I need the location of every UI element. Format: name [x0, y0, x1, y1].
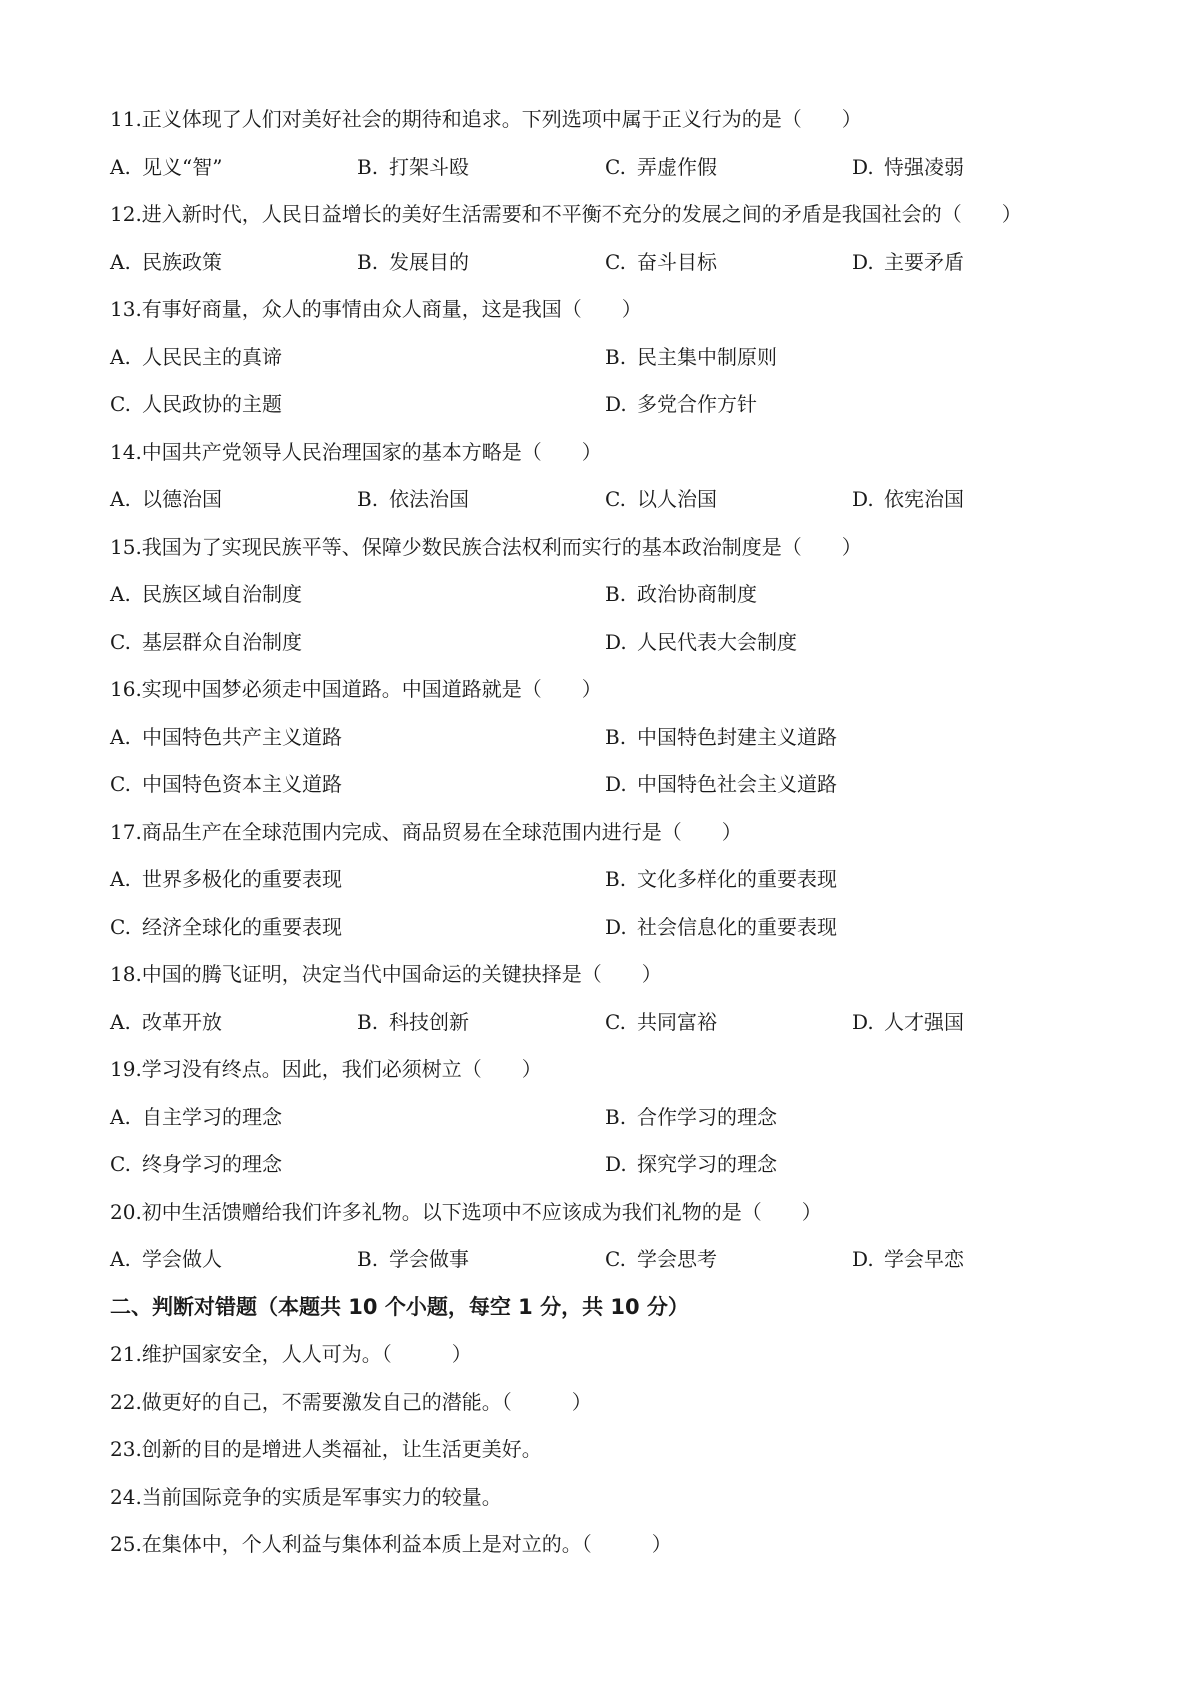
- option: [110, 381, 282, 429]
- option: [110, 1094, 282, 1142]
- options-row: [110, 571, 1110, 619]
- options-row: [110, 334, 1110, 382]
- option-text: 恃强凌弱: [884, 154, 964, 179]
- option: [605, 904, 837, 952]
- option-letter: A.: [110, 1104, 131, 1129]
- option-letter: C.: [110, 392, 131, 416]
- option-text: 基层群众自治制度: [142, 629, 302, 654]
- options-row: [110, 1094, 1110, 1142]
- option-letter: A.: [110, 724, 131, 749]
- option-text: 民族区域自治制度: [142, 582, 302, 606]
- option-letter: D.: [852, 249, 874, 274]
- option: [357, 999, 469, 1047]
- judgement-item: 22.做更好的自己，不需要激发自己的潜能。（ ）: [110, 1389, 592, 1414]
- option-text: 世界多极化的重要表现: [142, 867, 342, 891]
- options-row: [110, 761, 1110, 809]
- judgement-item: 24.当前国际竞争的实质是军事实力的较量。: [110, 1484, 502, 1509]
- option-text: 人民代表大会制度: [637, 629, 797, 654]
- option-text: 终身学习的理念: [142, 1152, 282, 1176]
- option: [110, 334, 282, 382]
- option: [605, 714, 837, 762]
- question-stem: 13.有事好商量，众人的事情由众人商量，这是我国（ ）: [110, 297, 642, 321]
- options-row: [110, 904, 1110, 952]
- option-letter: C.: [605, 1247, 626, 1271]
- option: [110, 761, 342, 809]
- option-letter: B.: [357, 1009, 379, 1034]
- option-text: 依宪治国: [884, 487, 964, 511]
- option-text: 见义“智”: [142, 154, 223, 179]
- options-row: [110, 714, 1110, 762]
- option: [110, 1236, 222, 1284]
- option: [605, 856, 837, 904]
- judgement-item: 21.维护国家安全，人人可为。（ ）: [110, 1342, 472, 1366]
- option: [852, 476, 964, 524]
- option-text: 科技创新: [389, 1009, 469, 1034]
- option-text: 人民政协的主题: [142, 392, 282, 416]
- option-text: 学会做人: [142, 1247, 222, 1271]
- option: [605, 476, 717, 524]
- question-stem: 11.正义体现了人们对美好社会的期待和追求。下列选项中属于正义行为的是（ ）: [110, 107, 862, 131]
- option-text: 经济全球化的重要表现: [142, 914, 342, 939]
- question-stem: 14.中国共产党领导人民治理国家的基本方略是（ ）: [110, 439, 602, 464]
- option-text: 改革开放: [142, 1009, 222, 1034]
- options-row: [110, 476, 1110, 524]
- option: [605, 1141, 777, 1189]
- option-text: 学会早恋: [884, 1247, 964, 1271]
- options-row: [110, 239, 1110, 287]
- exam-page: [110, 96, 1110, 1569]
- option-text: 依法治国: [389, 487, 469, 511]
- option: [357, 1236, 469, 1284]
- option-letter: B.: [357, 1247, 379, 1271]
- option: [605, 144, 717, 192]
- option-letter: C.: [110, 629, 131, 654]
- option-letter: C.: [110, 772, 131, 796]
- judgement-item: 25.在集体中，个人利益与集体利益本质上是对立的。（ ）: [110, 1532, 672, 1556]
- option: [605, 571, 757, 619]
- question-stem: 12.进入新时代，人民日益增长的美好生活需要和不平衡不充分的发展之间的矛盾是我国社会的（ ）: [110, 202, 1022, 226]
- option: [852, 144, 964, 192]
- option: [852, 999, 964, 1047]
- option: [605, 1236, 717, 1284]
- option-letter: C.: [605, 1009, 626, 1034]
- option-letter: B.: [605, 867, 627, 891]
- option-text: 社会信息化的重要表现: [637, 914, 837, 939]
- option-text: 中国特色社会主义道路: [637, 772, 837, 796]
- option: [110, 999, 222, 1047]
- option-letter: D.: [852, 1009, 874, 1034]
- option-letter: D.: [852, 1247, 874, 1271]
- option-letter: B.: [605, 344, 627, 369]
- option: [852, 239, 964, 287]
- option-letter: D.: [852, 487, 874, 511]
- option-letter: D.: [605, 914, 627, 939]
- option-letter: A.: [110, 344, 131, 369]
- multiple-choice-section: [110, 96, 1110, 1284]
- option-text: 以人治国: [637, 487, 717, 511]
- option: [605, 761, 837, 809]
- option-text: 弄虚作假: [637, 154, 717, 179]
- option-letter: C.: [605, 249, 626, 274]
- true-false-section: [110, 1331, 1110, 1569]
- option-letter: A.: [110, 154, 131, 179]
- options-row: [110, 1236, 1110, 1284]
- option: [110, 1141, 282, 1189]
- option-letter: B.: [605, 582, 627, 606]
- option-text: 多党合作方针: [637, 392, 757, 416]
- option-text: 以德治国: [142, 487, 222, 511]
- options-row: [110, 619, 1110, 667]
- options-row: [110, 144, 1110, 192]
- option-letter: B.: [357, 487, 379, 511]
- option: [605, 999, 717, 1047]
- option-letter: A.: [110, 1009, 131, 1034]
- option-letter: A.: [110, 867, 131, 891]
- option-text: 文化多样化的重要表现: [637, 867, 837, 891]
- option-letter: A.: [110, 249, 131, 274]
- option: [110, 571, 302, 619]
- option-letter: B.: [605, 724, 627, 749]
- option: [357, 476, 469, 524]
- option: [110, 714, 342, 762]
- option-text: 民族政策: [142, 249, 222, 274]
- option-text: 中国特色封建主义道路: [637, 724, 837, 749]
- option-letter: C.: [110, 1152, 131, 1176]
- option-letter: A.: [110, 582, 131, 606]
- option-text: 政治协商制度: [637, 582, 757, 606]
- option-text: 合作学习的理念: [637, 1104, 777, 1129]
- judgement-item: 23.创新的目的是增进人类福祉，让生活更美好。: [110, 1437, 542, 1461]
- question-stem: 18.中国的腾飞证明，决定当代中国命运的关键抉择是（ ）: [110, 962, 662, 986]
- options-row: [110, 999, 1110, 1047]
- option-text: 发展目的: [389, 249, 469, 274]
- options-row: [110, 856, 1110, 904]
- option: [852, 1236, 964, 1284]
- option-letter: B.: [605, 1104, 627, 1129]
- option-text: 打架斗殴: [389, 154, 469, 179]
- option-text: 中国特色共产主义道路: [142, 724, 342, 749]
- question-stem: 20.初中生活馈赠给我们许多礼物。以下选项中不应该成为我们礼物的是（ ）: [110, 1199, 822, 1224]
- option: [110, 239, 222, 287]
- option-text: 学会思考: [637, 1247, 717, 1271]
- question-stem: 19.学习没有终点。因此，我们必须树立（ ）: [110, 1057, 542, 1081]
- option: [605, 1094, 777, 1142]
- question-stem: 17.商品生产在全球范围内完成、商品贸易在全球范围内进行是（ ）: [110, 819, 742, 844]
- option-text: 探究学习的理念: [637, 1152, 777, 1176]
- option-text: 学会做事: [389, 1247, 469, 1271]
- option-letter: D.: [605, 1152, 627, 1176]
- option-text: 民主集中制原则: [637, 344, 777, 369]
- option: [357, 239, 469, 287]
- option: [605, 334, 777, 382]
- option-text: 中国特色资本主义道路: [142, 772, 342, 796]
- option: [605, 619, 797, 667]
- option: [110, 904, 342, 952]
- option-letter: C.: [605, 487, 626, 511]
- options-row: [110, 381, 1110, 429]
- option-text: 共同富裕: [637, 1009, 717, 1034]
- option-letter: D.: [605, 392, 627, 416]
- option-letter: A.: [110, 487, 131, 511]
- question-stem: 15.我国为了实现民族平等、保障少数民族合法权利而实行的基本政治制度是（ ）: [110, 534, 862, 559]
- option-text: 主要矛盾: [884, 249, 964, 274]
- options-row: [110, 1141, 1110, 1189]
- option: [110, 476, 222, 524]
- option-letter: C.: [110, 914, 131, 939]
- option-text: 自主学习的理念: [142, 1104, 282, 1129]
- option: [605, 381, 757, 429]
- option: [110, 619, 302, 667]
- option: [357, 144, 469, 192]
- option: [110, 856, 342, 904]
- option-text: 人才强国: [884, 1009, 964, 1034]
- option-letter: C.: [605, 154, 626, 179]
- option-letter: D.: [852, 154, 874, 179]
- question-stem: 16.实现中国梦必须走中国道路。中国道路就是（ ）: [110, 677, 602, 701]
- section-heading: 二、判断对错题（本题共 10 个小题，每空 1 分，共 10 分）: [110, 1294, 689, 1319]
- option-letter: B.: [357, 154, 379, 179]
- option-text: 人民民主的真谛: [142, 344, 282, 369]
- option-text: 奋斗目标: [637, 249, 717, 274]
- option-letter: D.: [605, 629, 627, 654]
- option-letter: B.: [357, 249, 379, 274]
- option-letter: A.: [110, 1247, 131, 1271]
- option: [605, 239, 717, 287]
- option: [110, 144, 222, 192]
- option-letter: D.: [605, 772, 627, 796]
